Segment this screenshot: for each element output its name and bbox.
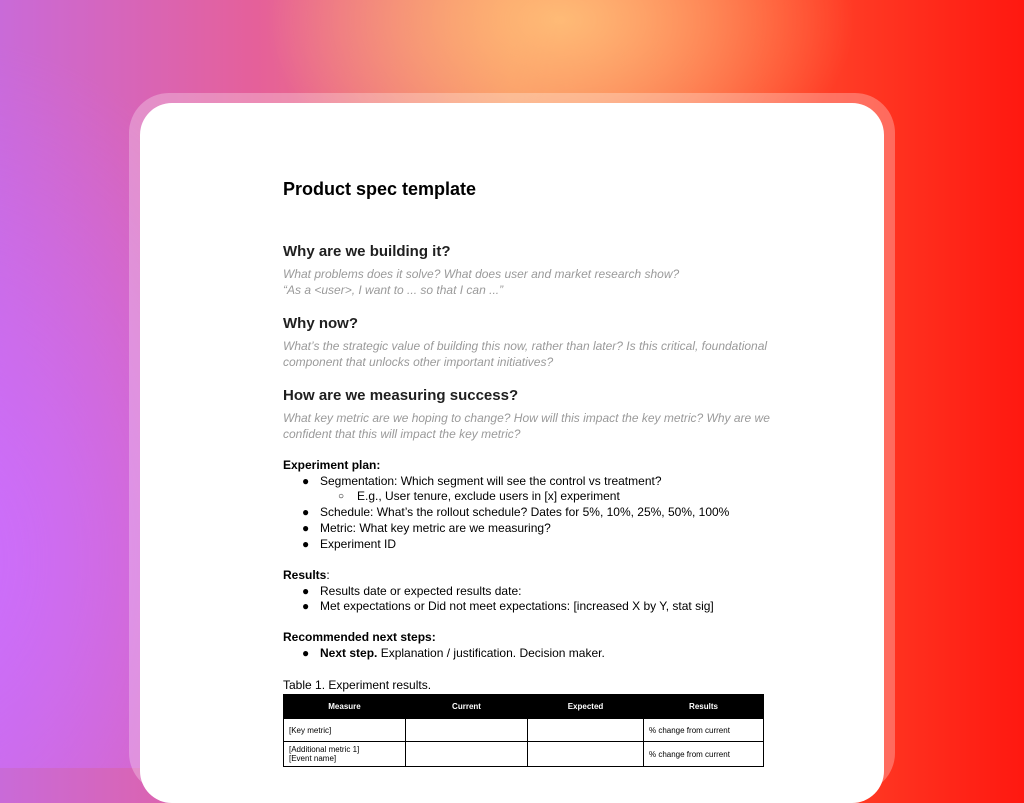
section-heading-why-building: Why are we building it? bbox=[283, 243, 451, 260]
next-step-bold: Next step. bbox=[320, 645, 378, 660]
list-item-text: E.g., User tenure, exclude users in [x] experiment bbox=[357, 489, 620, 504]
table-cell bbox=[284, 719, 406, 742]
list-item-text: Results date or expected results date: bbox=[320, 583, 522, 598]
section-hint-why-now bbox=[283, 338, 783, 370]
hint-line: “As a <user>, I want to ... so that I can ...” bbox=[283, 283, 504, 297]
cell-text: [Event name] bbox=[289, 754, 337, 763]
list-item bbox=[283, 505, 783, 521]
list-item bbox=[283, 584, 783, 600]
table-row bbox=[284, 719, 764, 742]
section-hint-why-building bbox=[283, 266, 783, 298]
list-item-text: Met expectations or Did not meet expectations: [increased X by Y, stat sig] bbox=[320, 599, 714, 614]
cell-text: [Additional metric 1] bbox=[289, 745, 360, 754]
document-page bbox=[140, 103, 884, 803]
list-item-text: Schedule: What’s the rollout schedule? Dates for 5%, 10%, 25%, 50%, 100% bbox=[320, 505, 730, 520]
table-row bbox=[284, 742, 764, 767]
table-header-row bbox=[284, 695, 764, 719]
bullet-icon: ● bbox=[302, 645, 310, 660]
hint-line: What problems does it solve? What does user and market research show? bbox=[283, 267, 680, 281]
table-cell bbox=[528, 719, 644, 742]
hint-line: What key metric are we hoping to change? How will this impact the key metric? Why are we bbox=[283, 411, 770, 425]
list-item bbox=[283, 537, 783, 553]
table-cell bbox=[528, 742, 644, 767]
column-header: Expected bbox=[528, 695, 644, 719]
list-item-text: Segmentation: Which segment will see the control vs treatment? bbox=[320, 473, 662, 488]
bullet-icon: ● bbox=[302, 536, 310, 551]
bullet-icon: ● bbox=[302, 505, 310, 520]
table-cell: % change from current bbox=[644, 719, 764, 742]
results-label-row bbox=[283, 568, 783, 584]
hint-line: confident that this will impact the key metric? bbox=[283, 427, 521, 441]
list-item bbox=[283, 474, 783, 490]
next-step-text: Explanation / justification. Decision maker. bbox=[377, 645, 605, 660]
experiment-plan bbox=[283, 458, 783, 552]
table-cell bbox=[284, 742, 406, 767]
table-caption: Table 1. Experiment results. bbox=[283, 678, 432, 692]
section-heading-measuring-success: How are we measuring success? bbox=[283, 387, 519, 404]
document-title: Product spec template bbox=[283, 179, 477, 199]
next-steps-block bbox=[283, 630, 783, 661]
section-heading-why-now: Why now? bbox=[283, 315, 358, 332]
list-item-text: Experiment ID bbox=[320, 536, 397, 551]
table-cell bbox=[406, 742, 528, 767]
experiment-results-table bbox=[283, 694, 764, 767]
sub-list-item bbox=[283, 489, 783, 505]
results-label: Results bbox=[283, 568, 327, 582]
next-steps-label: Recommended next steps: bbox=[283, 630, 436, 644]
column-header: Results bbox=[644, 695, 764, 719]
table-cell bbox=[406, 719, 528, 742]
results-block bbox=[283, 568, 783, 615]
hint-line: What’s the strategic value of building this now, rather than later? Is this critical, foundational bbox=[283, 339, 768, 353]
circle-bullet-icon: ○ bbox=[338, 491, 345, 503]
list-item-text: Metric: What key metric are we measuring? bbox=[320, 520, 551, 535]
bullet-icon: ● bbox=[302, 583, 310, 598]
bullet-icon: ● bbox=[302, 520, 310, 535]
bullet-icon: ● bbox=[302, 473, 310, 488]
experiment-plan-label: Experiment plan: bbox=[283, 458, 381, 472]
table-cell: % change from current bbox=[644, 742, 764, 767]
section-hint-measuring-success bbox=[283, 410, 783, 442]
hint-line: component that unlocks other important initiatives? bbox=[283, 355, 554, 369]
results-label-colon: : bbox=[326, 568, 330, 582]
list-item bbox=[283, 646, 783, 662]
cell-text: [Key metric] bbox=[289, 725, 332, 735]
bullet-icon: ● bbox=[302, 599, 310, 614]
list-item bbox=[283, 521, 783, 537]
list-item bbox=[283, 599, 783, 615]
column-header: Measure bbox=[284, 695, 406, 719]
column-header: Current bbox=[406, 695, 528, 719]
